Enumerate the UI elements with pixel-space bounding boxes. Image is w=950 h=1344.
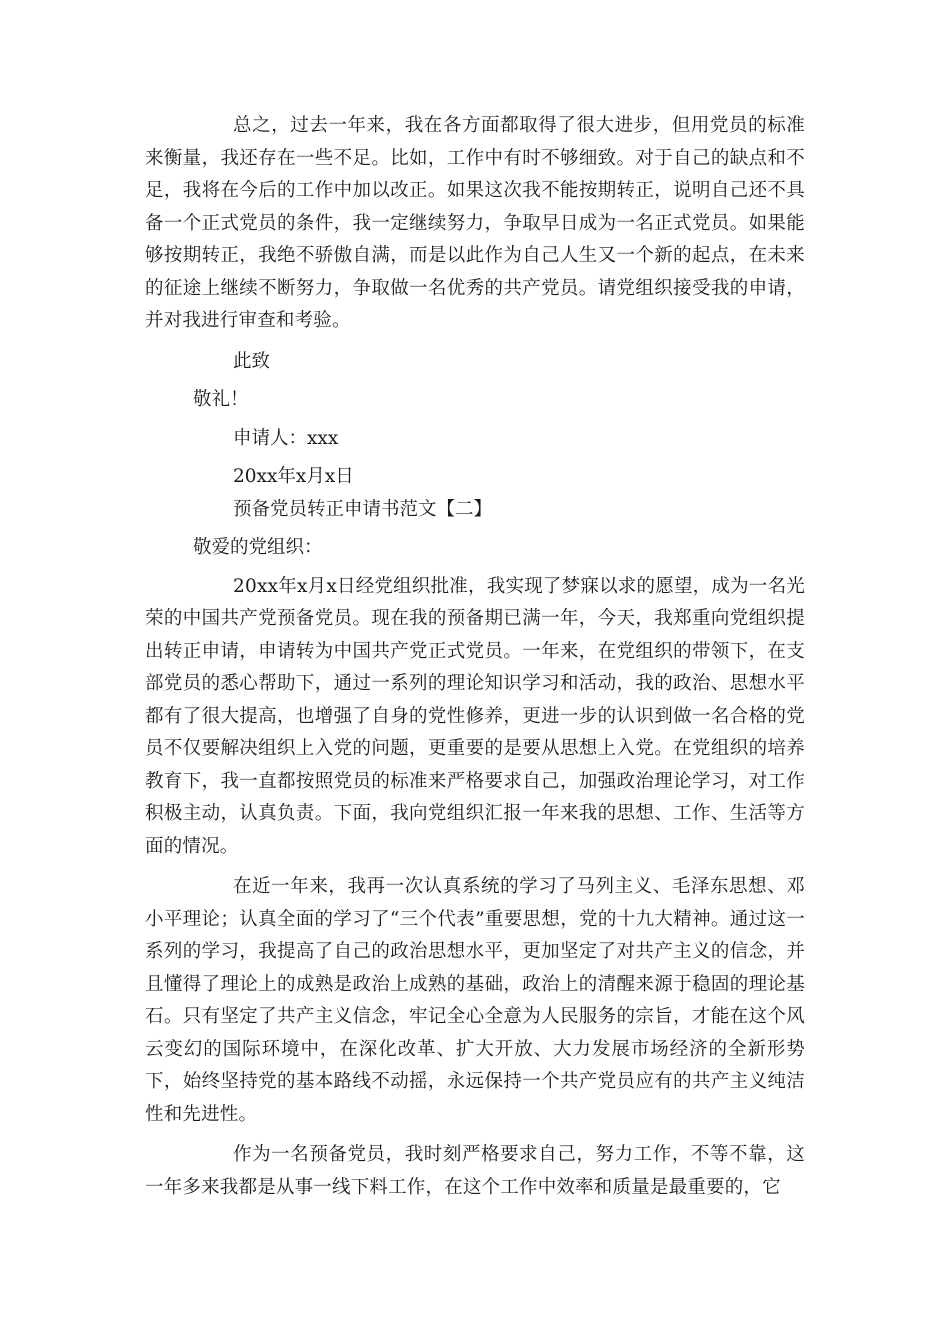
section-title: 预备党员转正申请书范文【二】 [233, 498, 493, 520]
closing-jingli: 敬礼！ [193, 389, 249, 410]
document-body [145, 110, 805, 1204]
salutation: 敬爱的党组织： [193, 537, 323, 558]
paragraph-conclusion: 总之，过去一年来，我在各方面都取得了很大进步，但用党员的标准来衡量，我还存在一些不足。比如，工作中有时不够细致。对于自己的缺点和不足，我将在今后的工作中加以改正。如果这次我不能按期转正，说明自己还不具备一个正式党员的条件，我一定继续努力，争取早日成为一名正式党员。如果能够按期转正，我绝不骄傲自满，而是以此作为自己人生又一个新的起点，在未来的征途上继续不断努力，争取做一名优秀的共产党员。请党组织接受我的申请，并对我进行审查和考验。 [145, 115, 805, 331]
date-line: 20xx年x月x日 [233, 466, 354, 487]
paragraph-work: 作为一名预备党员，我时刻严格要求自己，努力工作，不等不靠，这一年多来我都是从事一线下料工作，在这个工作中效率和质量是最重要的，它 [145, 1144, 805, 1198]
paragraph-study: 在近一年来，我再一次认真系统的学习了马列主义、毛泽东思想、邓小平理论；认真全面的学习了“三个代表”重要思想，党的十九大精神。通过这一系列的学习，我提高了自己的政治思想水平，更加坚定了对共产主义的信念，并且懂得了理论上的成熟是政治上成熟的基础，政治上的清醒来源于稳固的理论基石。只有坚定了共产主义信念，牢记全心全意为人民服务的宗旨，才能在这个风云变幻的国际环境中，在深化改革、扩大开放、大力发展市场经济的全新形势下，始终坚持党的基本路线不动摇，永远保持一个共产党员应有的共产主义纯洁性和先进性。 [145, 876, 805, 1125]
applicant-line: 申请人：xxx [233, 427, 339, 449]
paragraph-intro: 20xx年x月x日经党组织批准，我实现了梦寐以求的愿望，成为一名光荣的中国共产党预备党员。现在我的预备期已满一年，今天，我郑重向党组织提出转正申请，申请转为中国共产党正式党员。一年来，在党组织的带领下，在支部党员的悉心帮助下，通过一系列的理论知识学习和活动，我的政治、思想水平都有了很大提高，也增强了自身的党性修养，更进一步的认识到做一名合格的党员不仅要解决组织上入党的问题，更重要的是要从思想上入党。在党组织的培养教育下，我一直都按照党员的标准来严格要求自己，加强政治理论学习，对工作积极主动，认真负责。下面，我向党组织汇报一年来我的思想、工作、生活等方面的情况。 [145, 575, 805, 857]
closing-cizhi: 此致 [233, 350, 271, 372]
